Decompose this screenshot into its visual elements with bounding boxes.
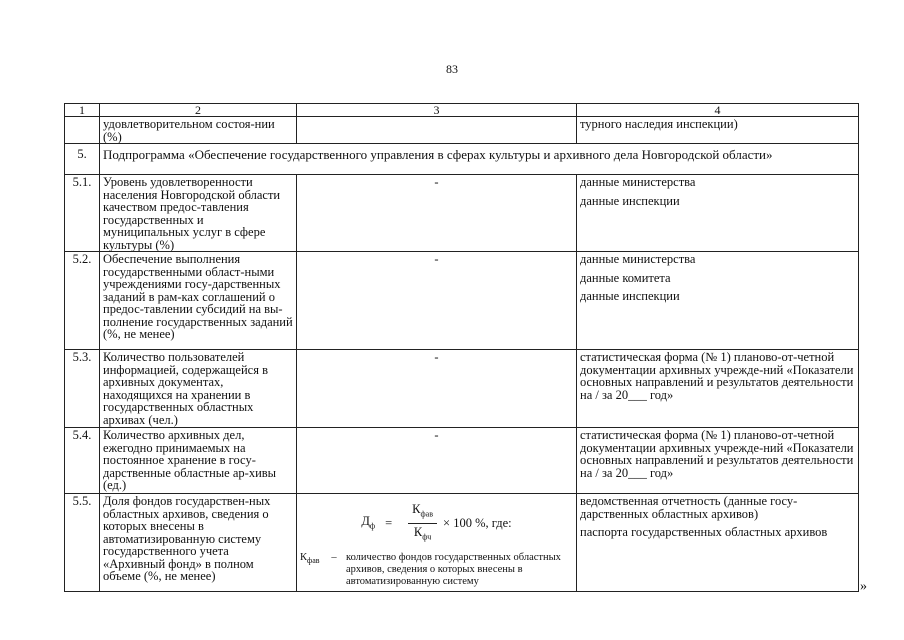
- source-line: данные комитета: [580, 270, 671, 285]
- formula-definition: [300, 552, 573, 588]
- source-line: ведомственная отчетность (данные госу-дарственных областных архивов): [580, 494, 798, 521]
- subprogram-title: Подпрограмма «Обеспечение государственного управления в сферах культуры и архивного дела Новгородской области»: [100, 144, 859, 175]
- method-cell: -: [297, 252, 577, 350]
- row-number: 5.3.: [65, 350, 100, 428]
- method-cell: -: [297, 350, 577, 428]
- formula-lhs: $Д_ф$: [361, 513, 376, 530]
- row-number: [65, 117, 100, 144]
- page-number: 83: [446, 62, 458, 76]
- formula-numerator: $К_{фав}$: [408, 503, 437, 524]
- indicator-cell: Доля фондов государствен-ных областных архивов, сведения о которых внесены в автоматизированную систему государственного учета «Архивный фонд» в полном объеме (%, не менее): [100, 494, 297, 592]
- source-cell: [577, 175, 859, 252]
- formula-tail: × 100 %, где:: [443, 516, 512, 531]
- header-col-1: 1: [65, 104, 100, 117]
- source-cell: [577, 252, 859, 350]
- formula-denominator: $К_{фч}$: [413, 525, 432, 542]
- row-number: 5.1.: [65, 175, 100, 252]
- source-line: турного наследия инспекции): [580, 117, 738, 131]
- source-line: данные инспекции: [580, 193, 680, 208]
- source-cell: статистическая форма (№ 1) планово-от-четной документации архивных учрежде-ний «Показатели основных направлений и результатов деятельности на / за 20___ год»: [577, 428, 859, 494]
- header-col-2: 2: [100, 104, 297, 117]
- table-row: [65, 252, 859, 350]
- method-cell: -: [297, 428, 577, 494]
- indicator-cell: удовлетворительном состоя-нии (%): [100, 117, 297, 144]
- indicator-cell: Количество архивных дел, ежегодно принимаемых на постоянное хранение в госу-дарственные областные ар-хивы (ед.): [100, 428, 297, 494]
- indicator-cell: Обеспечение выполнения государственными област-ными учреждениями госу-дарственных заданий в рам-ках соглашений о предос-тавлении субсидий на вы-полнение государственных заданий (%, не менее): [100, 252, 297, 350]
- source-line: данные министерства: [580, 175, 696, 189]
- subprogram-row: [65, 144, 859, 175]
- indicator-table: [64, 103, 859, 592]
- table-row: [65, 117, 859, 144]
- table-row: [65, 494, 859, 592]
- indicator-cell: Количество пользователей информацией, содержащейся в архивных документах, находящихся на хранении в государственных областных архивах (чел.): [100, 350, 297, 428]
- source-cell: [577, 117, 859, 144]
- source-line: данные инспекции: [580, 289, 680, 303]
- row-number: 5.5.: [65, 494, 100, 592]
- definition-dash: –: [331, 552, 337, 563]
- row-number: 5.4.: [65, 428, 100, 494]
- row-number: 5.: [65, 144, 100, 175]
- closing-quote: »: [860, 579, 867, 594]
- method-cell: -: [297, 175, 577, 252]
- indicator-cell: Уровень удовлетворенности населения Новгородской области качеством предос-тавления государственных и муниципальных услуг в сфере культуры (%): [100, 175, 297, 252]
- table-row: [65, 428, 859, 494]
- method-cell: [297, 117, 577, 144]
- formula-equals: =: [385, 516, 393, 531]
- source-line: паспорта государственных областных архивов: [580, 525, 828, 539]
- formula-fraction: [408, 503, 437, 544]
- source-cell: [577, 494, 859, 592]
- method-cell: [297, 494, 577, 592]
- table-header-row: [65, 104, 859, 117]
- source-line: данные министерства: [580, 252, 696, 266]
- definition-text: количество фондов государственных областных архивов, сведения о которых внесены в автоматизированную систему: [346, 552, 561, 587]
- row-number: 5.2.: [65, 252, 100, 350]
- header-col-4: 4: [577, 104, 859, 117]
- formula: [300, 503, 573, 544]
- definition-symbol: $К_{фав}$: [300, 552, 320, 566]
- header-col-3: 3: [297, 104, 577, 117]
- table-row: [65, 350, 859, 428]
- source-cell: статистическая форма (№ 1) планово-от-четной документации архивных учрежде-ний «Показатели основных направлений и результатов деятельности на / за 20___ год»: [577, 350, 859, 428]
- table-row: [65, 175, 859, 252]
